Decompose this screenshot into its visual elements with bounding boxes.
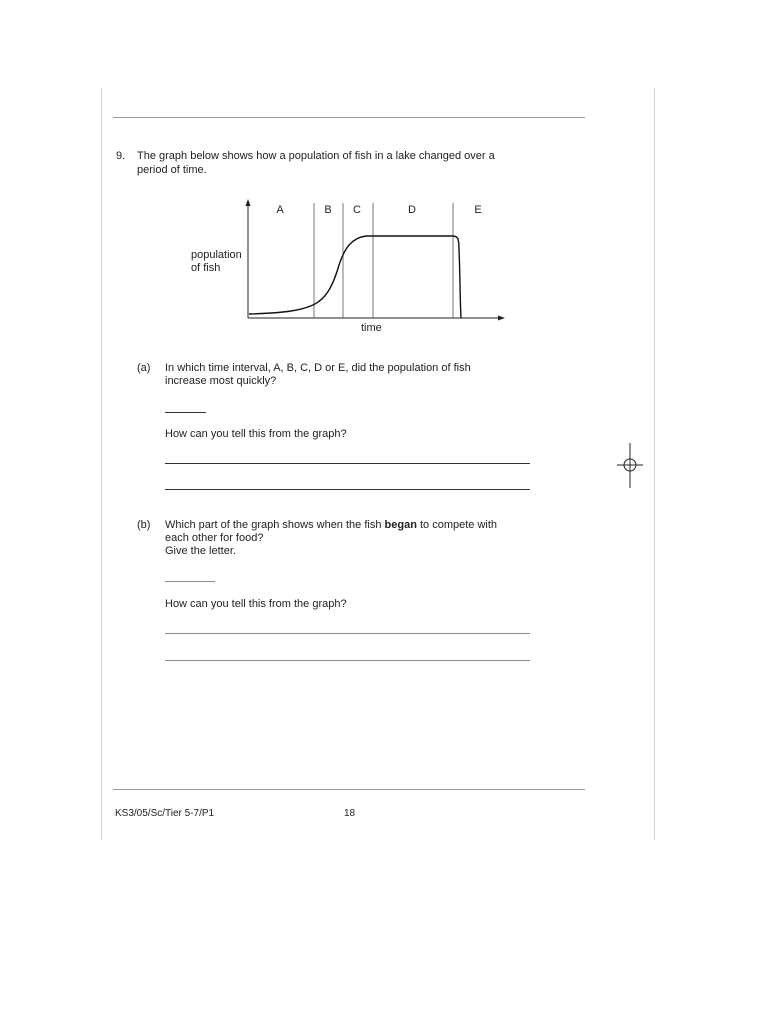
part-a-answer-line-1[interactable] bbox=[165, 463, 530, 464]
question-stem-line2: period of time. bbox=[137, 164, 207, 176]
interval-label-c: C bbox=[353, 204, 361, 216]
graph-y-label-line2: of fish bbox=[191, 262, 221, 274]
part-b-question-line1 bbox=[165, 519, 497, 532]
interval-label-a: A bbox=[276, 204, 284, 216]
x-axis-arrow bbox=[498, 316, 505, 321]
population-curve bbox=[249, 236, 461, 318]
part-b-label: (b) bbox=[137, 519, 151, 531]
part-a-answer-line-2[interactable] bbox=[165, 489, 530, 490]
part-b-line1-pre: Which part of the graph shows when the fish bbox=[165, 519, 385, 531]
interval-label-e: E bbox=[474, 204, 482, 216]
interval-label-b: B bbox=[324, 204, 332, 216]
part-b-answer-line-1[interactable] bbox=[165, 633, 530, 634]
part-b-line1-post: to compete with bbox=[416, 519, 498, 531]
interval-label-d: D bbox=[408, 204, 416, 216]
footer-rule bbox=[113, 789, 585, 790]
footer-code: KS3/05/Sc/Tier 5-7/P1 bbox=[115, 808, 215, 819]
question-stem-line1: The graph below shows how a population of fish in a lake changed over a bbox=[137, 150, 495, 162]
part-a-question-line2: increase most quickly? bbox=[165, 375, 277, 387]
part-b-followup: How can you tell this from the graph? bbox=[165, 598, 347, 610]
part-b-line1-bold: began bbox=[384, 519, 417, 531]
part-b-letter-answer-line[interactable] bbox=[165, 581, 215, 582]
graph-y-label-line1: population bbox=[191, 249, 242, 261]
registration-mark-icon bbox=[617, 443, 643, 488]
part-b-question-line3: Give the letter. bbox=[165, 545, 236, 557]
part-a-followup: How can you tell this from the graph? bbox=[165, 428, 347, 440]
part-a-letter-answer-line[interactable] bbox=[165, 412, 206, 413]
graph-x-label: time bbox=[361, 322, 382, 334]
part-b-answer-line-2[interactable] bbox=[165, 660, 530, 661]
footer-page-number: 18 bbox=[344, 808, 356, 819]
part-b-question-line2: each other for food? bbox=[165, 532, 264, 544]
question-number: 9. bbox=[116, 150, 126, 162]
part-a-question-line1: In which time interval, A, B, C, D or E, did the population of fish bbox=[165, 362, 471, 374]
part-a-label: (a) bbox=[137, 362, 151, 374]
y-axis-arrow bbox=[246, 199, 251, 206]
